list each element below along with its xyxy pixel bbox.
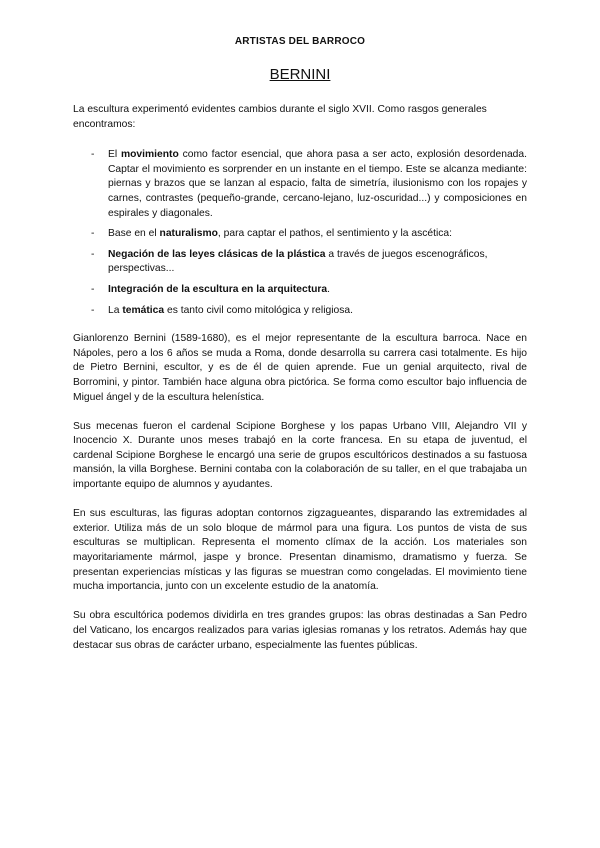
section-heading: BERNINI: [269, 66, 331, 83]
list-item-text: Base en el: [108, 228, 160, 240]
bullet-dash: -: [91, 304, 95, 316]
features-list: [73, 148, 527, 318]
list-item: [73, 283, 527, 298]
list-item-emphasis: movimiento: [120, 149, 179, 161]
list-item: [73, 148, 527, 221]
list-item-emphasis: temática: [122, 304, 165, 316]
list-item-text: es tanto civil como mitológica y religiosa.: [164, 304, 353, 316]
body-paragraph-style: En sus esculturas, las figuras adoptan contornos zigzagueantes, disparando las extremidades al exterior. Utiliza más de un solo bloque de mármol para una figura. Los puntos de vista de sus esculturas se multiplican. Representa el momento clímax de la acción. Los materiales son mayoritariamente mármol, jaspe y bronce. Presentan dinamismo, dramatismo y fuerza. Se presentan experiencias místicas y las figuras se muestran como congeladas. El movimiento tiene mucha importancia, junto con un excelente estudio de la anatomía.: [73, 508, 527, 593]
list-item: [73, 304, 527, 319]
list-item-text: como factor esencial, que ahora pasa a ser acto, explosión desordenada. Captar el movimiento es sorprender en un instante en el tiempo. Este se alcanza mediante: piernas y brazos que se lanzan al espacio, falta de simetría, ilusionismo con los ropajes y carnes, contrastes (pequeño-grande, cercano-lejano, luz-oscuridad...) y composiciones en espirales y diagonales.: [108, 149, 527, 219]
bullet-dash: -: [91, 248, 95, 260]
intro-paragraph: La escultura experimentó evidentes cambios durante el siglo XVII. Como rasgos generales encontramos:: [73, 104, 487, 130]
list-item-text: La: [108, 304, 123, 316]
body-paragraph-biography: Gianlorenzo Bernini (1589-1680), es el mejor representante de la escultura barroca. Nace en Nápoles, pero a los 6 años se muda a Roma, donde desarrolla su carrera casi totalmente. Es hijo de Pietro Bernini, escultor, y es de él de quien aprende. Fue un genial arquitecto, rival de Borromini, y pintor. También hace alguna obra pictórica. Se forma como escultor bajo influencia de Miguel ángel y de la escultura helenística.: [73, 333, 527, 403]
document-title: ARTISTAS DEL BARROCO: [234, 36, 366, 47]
list-item-text: .: [327, 283, 331, 295]
list-item-text: , para captar el pathos, el sentimiento y la ascética:: [217, 228, 452, 240]
list-item-emphasis: Negación de las leyes clásicas de la plástica: [108, 248, 326, 260]
list-item-emphasis: Integración de la escultura en la arquitectura: [108, 283, 328, 295]
body-paragraph-patrons: Sus mecenas fueron el cardenal Scipione Borghese y los papas Urbano VIII, Alejandro VII y Inocencio X. Durante unos meses trabajó en la corte francesa. En su etapa de juventud, el cardenal Scipione Borghese le encargó una serie de grupos escultóricos destinados a su fastuosa mansión, la villa Borghese. Bernini contaba con la colaboración de su taller, en el que trabajaba un importante equipo de alumnos y ayudantes.: [73, 420, 527, 491]
list-item: [73, 248, 527, 277]
bullet-dash: -: [91, 149, 95, 161]
list-item-emphasis: naturalismo: [159, 228, 218, 240]
list-item-text: El: [108, 149, 121, 161]
list-item-text: a través de juegos escenográficos, perspectivas...: [108, 248, 488, 275]
bullet-dash: -: [91, 228, 95, 240]
body-paragraph-works: Su obra escultórica podemos dividirla en tres grandes grupos: las obras destinadas a San Pedro del Vaticano, los encargos realizados para varias iglesias romanas y los retratos. Además hay que destacar sus obras de carácter urbano, especialmente las fuentes públicas.: [73, 610, 527, 651]
list-item: [73, 227, 527, 242]
bullet-dash: -: [91, 283, 95, 295]
